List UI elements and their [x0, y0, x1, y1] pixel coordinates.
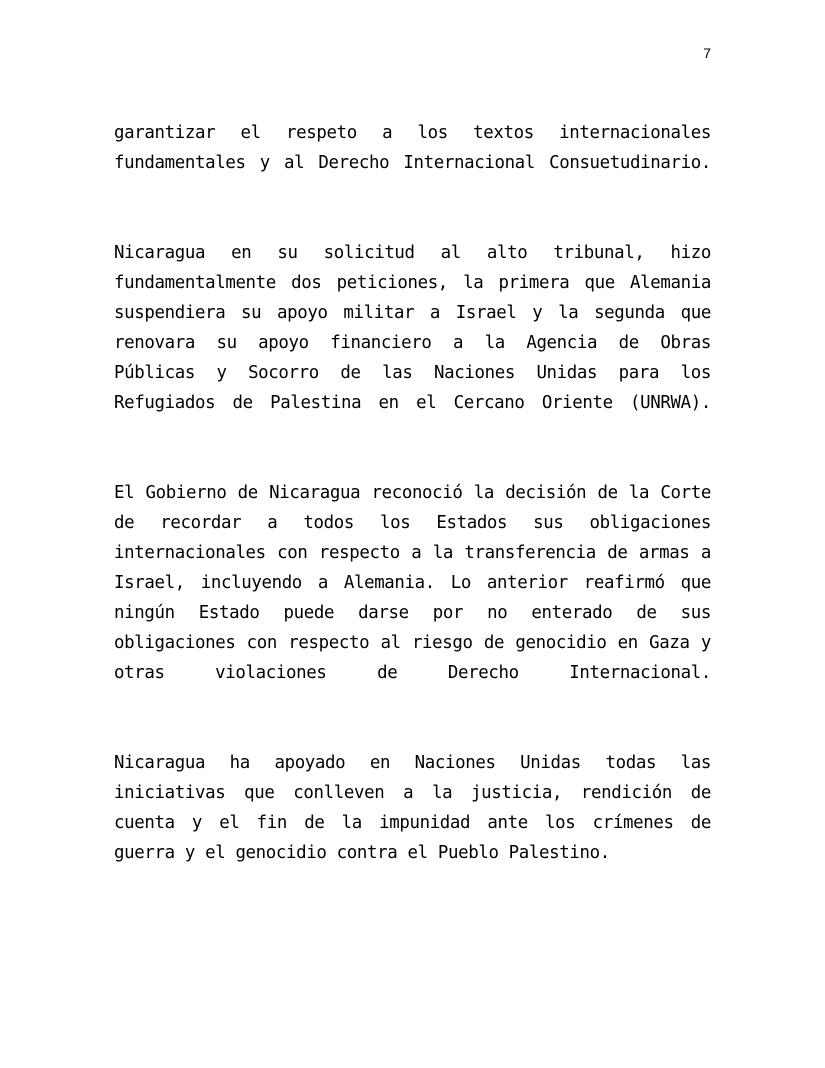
document-body — [114, 118, 711, 868]
paragraph: garantizar el respeto a los textos internacionales fundamentales y al Derecho Internacional Consuetudinario. — [114, 123, 711, 173]
paragraph: Nicaragua en su solicitud al alto tribunal, hizo fundamentalmente dos peticiones, la primera que Alemania suspendiera su apoyo militar a Israel y la segunda que renovara su apoyo financiero a la Agencia de Obras Públicas y Socorro de las Naciones Unidas para los Refugiados de Palestina en el Cercano Oriente (UNRWA). — [114, 243, 711, 413]
page-number: 7 — [703, 45, 711, 61]
paragraph: El Gobierno de Nicaragua reconoció la decisión de la Corte de recordar a todos los Estados sus obligaciones internacionales con respecto a la transferencia de armas a Israel, incluyendo a Alemania. Lo anterior reafirmó que ningún Estado puede darse por no enterado de sus obligaciones con respecto al riesgo de genocidio en Gaza y otras violaciones de Derecho Internacional. — [114, 483, 711, 683]
paragraph: Nicaragua ha apoyado en Naciones Unidas todas las iniciativas que conlleven a la justicia, rendición de cuenta y el fin de la impunidad ante los crímenes de guerra y el genocidio contra el Pueblo Palestino. — [114, 753, 711, 863]
